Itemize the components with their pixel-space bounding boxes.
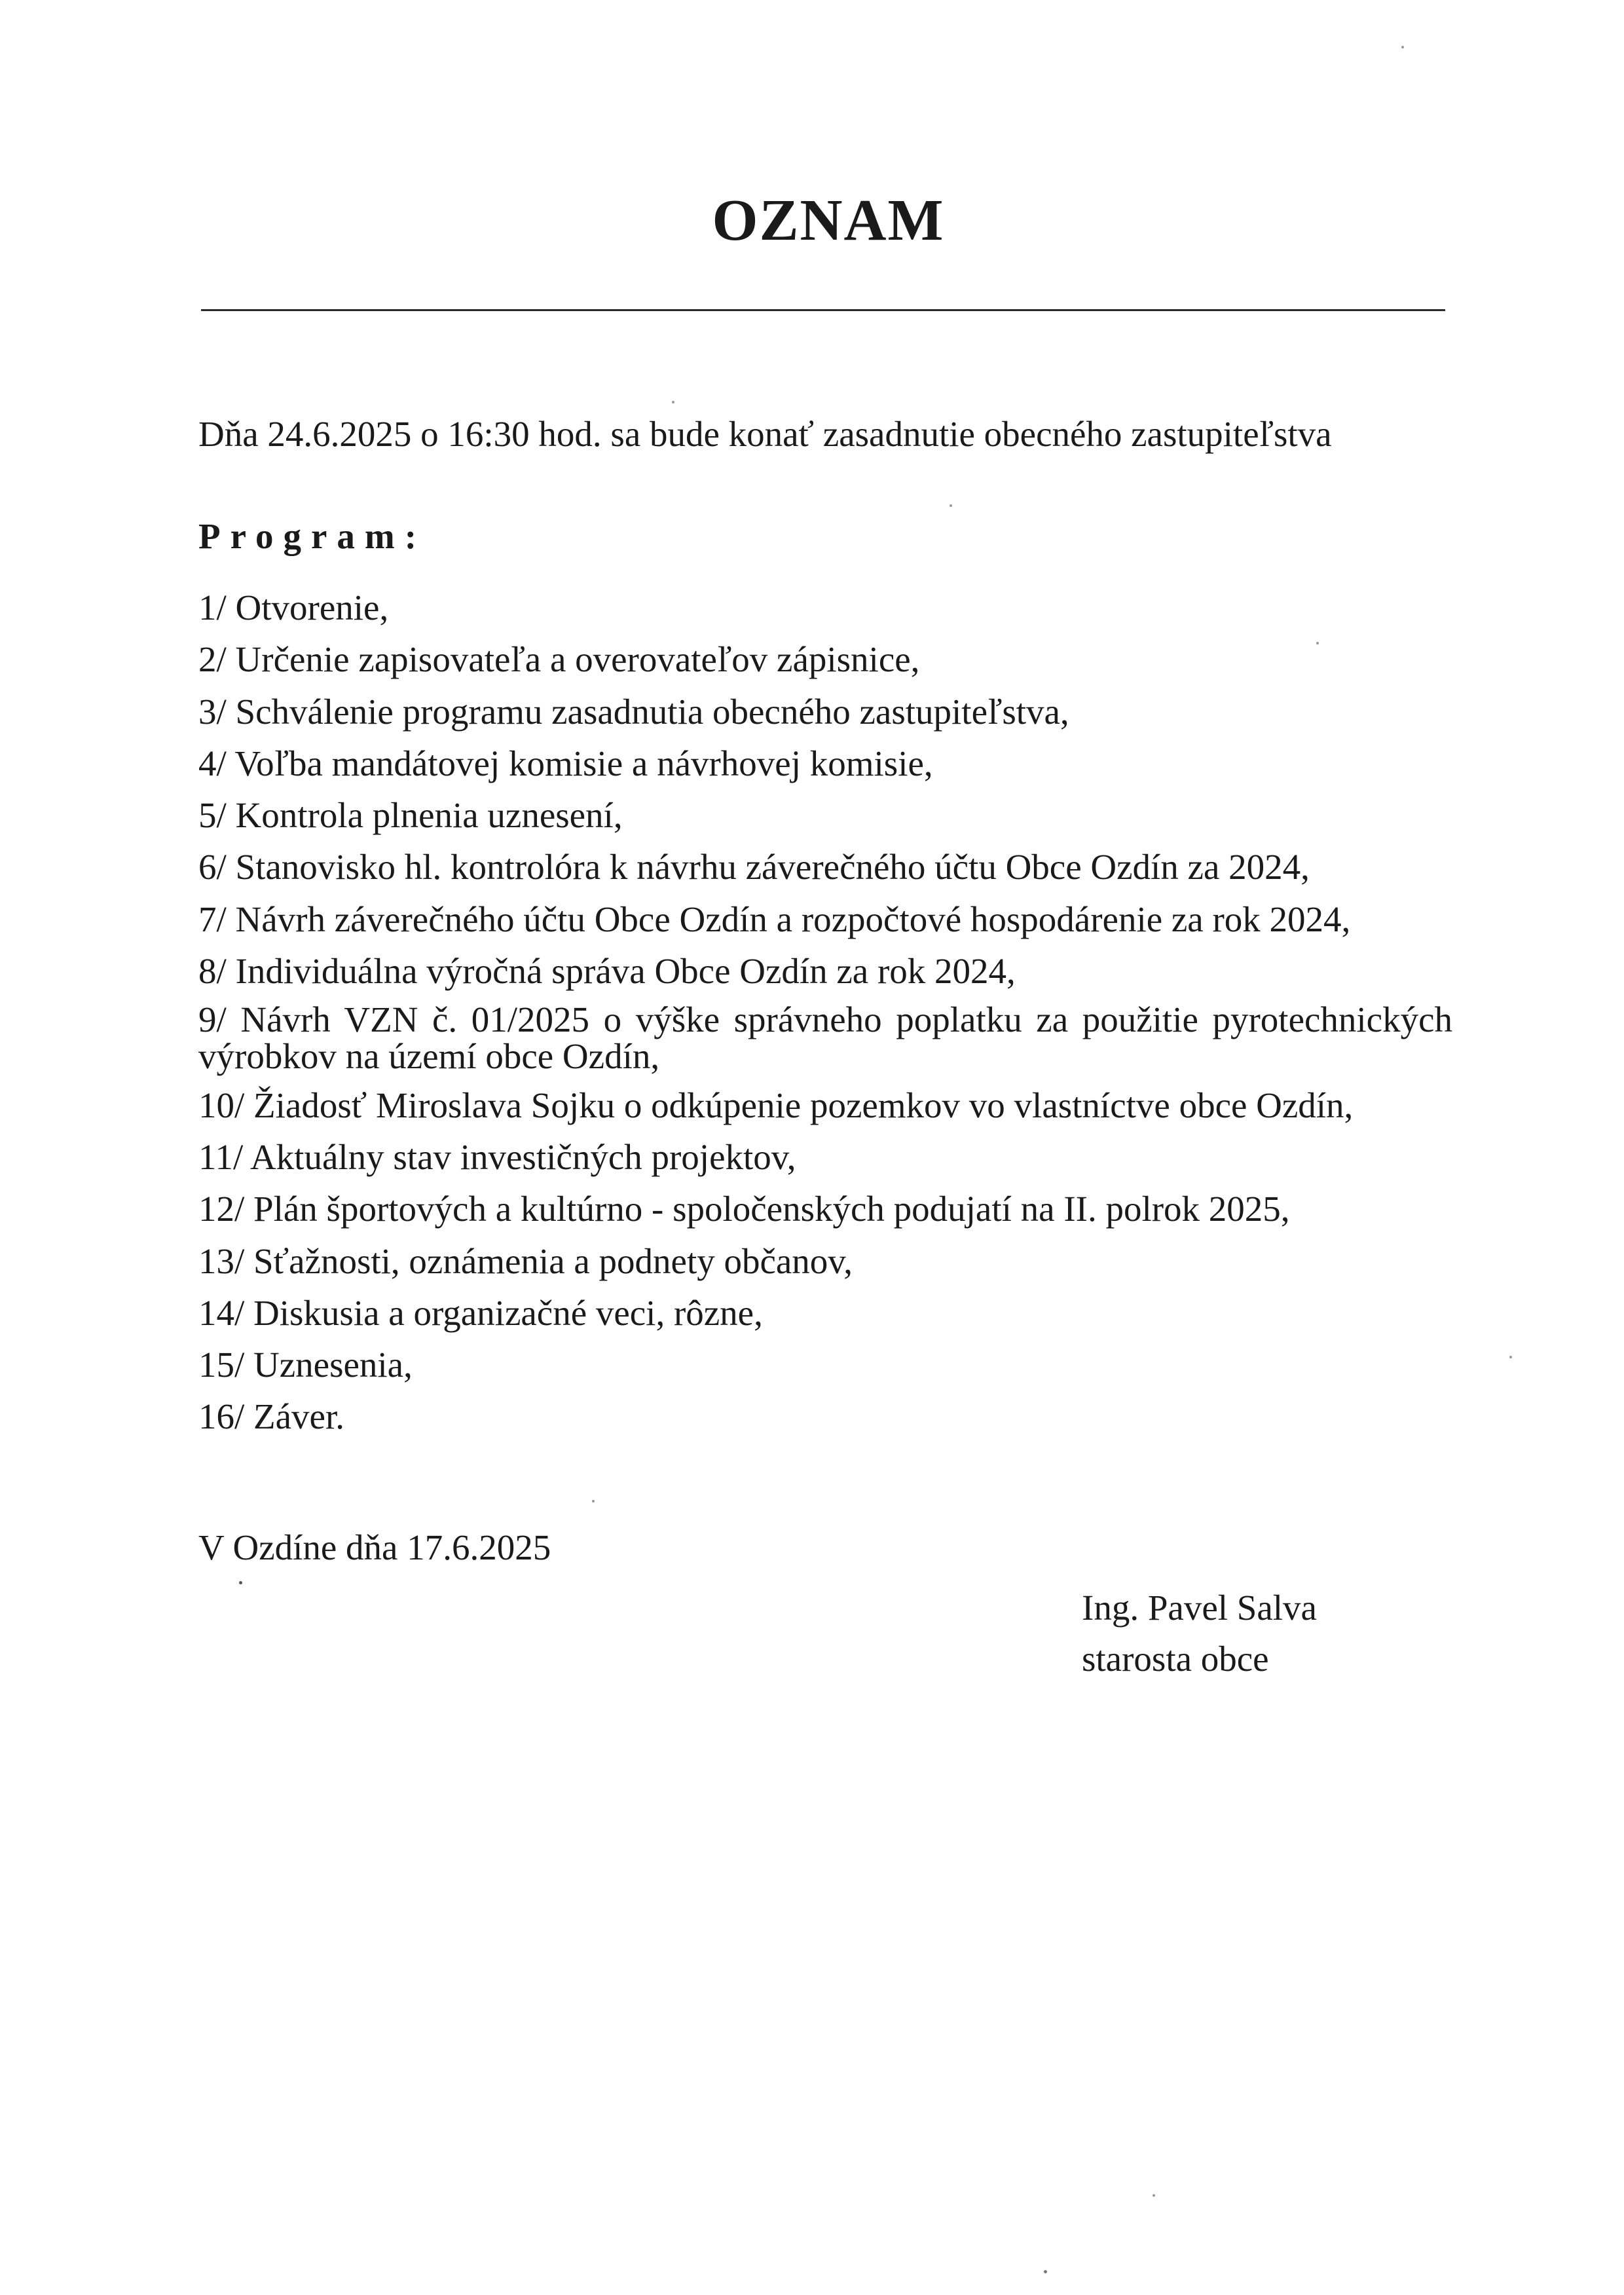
agenda-item: 13/ Sťažnosti, oznámenia a podnety občanov, [198,1241,853,1281]
scan-speck [1044,2270,1047,2273]
agenda-list [198,586,1452,1447]
title-divider [201,309,1445,311]
agenda-item: 12/ Plán športových a kultúrno - spoločenských podujatí na II. polrok 2025, [198,1189,1290,1229]
meeting-announcement: Dňa 24.6.2025 o 16:30 hod. sa bude konať zasadnutie obecného zastupiteľstva [198,414,1332,454]
scan-speck [1316,642,1319,644]
scan-speck [950,504,952,507]
signatory-role: starosta obce [1082,1639,1269,1679]
agenda-item: 3/ Schválenie programu zasadnutia obecného zastupiteľstva, [198,691,1069,732]
signatory-name: Ing. Pavel Salva [1082,1588,1317,1628]
scan-speck [1401,46,1404,48]
program-heading: Program: [198,516,427,556]
agenda-item: 5/ Kontrola plnenia uznesení, [198,795,623,836]
scan-speck [1509,1356,1512,1358]
agenda-item: 15/ Uznesenia, [198,1345,413,1385]
agenda-item: 9/ Návrh VZN č. 01/2025 o výške správneho poplatku za použitie pyrotechnických výrobkov na území obce Ozdín, [198,999,1452,1077]
agenda-item: 6/ Stanovisko hl. kontrolóra k návrhu záverečného účtu Obce Ozdín za 2024, [198,847,1310,887]
agenda-item: 4/ Voľba mandátovej komisie a návrhovej komisie, [198,743,933,783]
agenda-item: 7/ Návrh záverečného účtu Obce Ozdín a rozpočtové hospodárenie za rok 2024, [198,899,1351,939]
agenda-item: 11/ Aktuálny stav investičných projektov, [198,1136,796,1177]
place-and-date: V Ozdíne dňa 17.6.2025 [198,1527,551,1567]
agenda-item: 16/ Záver. [198,1396,344,1437]
scan-speck [672,401,674,403]
agenda-item: 14/ Diskusia a organizačné veci, rôzne, [198,1292,763,1333]
agenda-item: 8/ Individuálna výročná správa Obce Ozdín za rok 2024, [198,951,1016,992]
scan-speck [239,1581,242,1584]
agenda-item: 1/ Otvorenie, [198,588,389,627]
signature-block [1082,1582,1317,1685]
agenda-item: 2/ Určenie zapisovateľa a overovateľov zápisnice, [198,639,920,680]
agenda-item: 10/ Žiadosť Miroslava Sojku o odkúpenie pozemkov vo vlastníctve obce Ozdín, [198,1085,1354,1125]
scan-speck [1153,2194,1155,2197]
document-title: OZNAM [712,188,945,253]
scan-speck [592,1500,595,1502]
